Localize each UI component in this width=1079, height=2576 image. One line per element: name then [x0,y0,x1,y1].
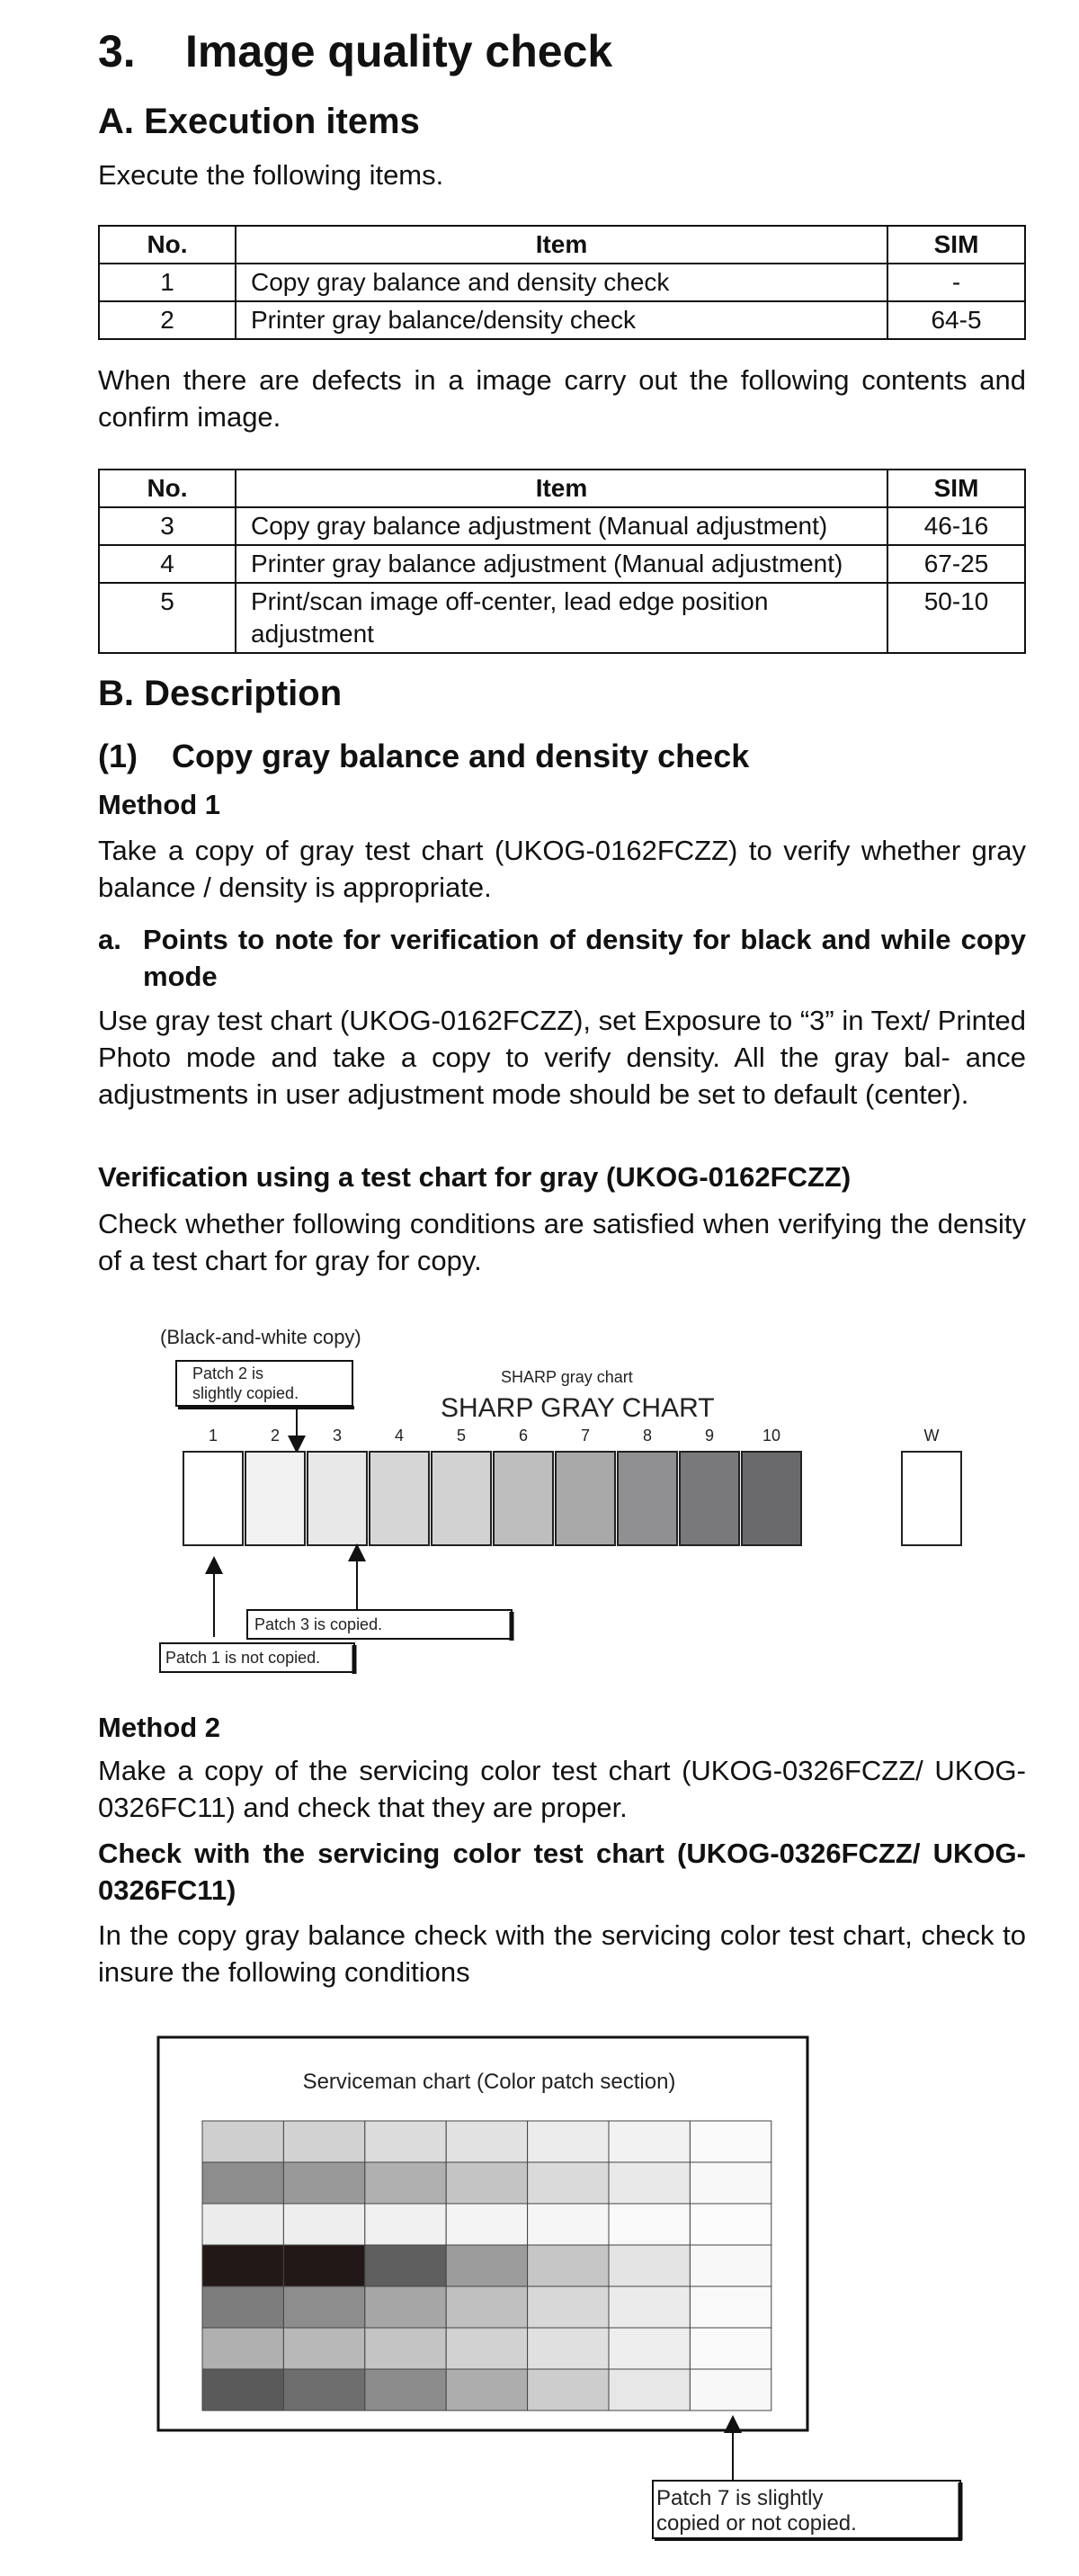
gray-patch-3 [308,1452,367,1545]
color-patch-r2-c5 [528,2162,609,2204]
color-patch-r2-c4 [446,2162,527,2204]
gray-patch-10 [742,1452,801,1545]
method1-text: Take a copy of gray test chart (UKOG-0162FCZZ) to verify whether gray balance / density is appropriate. [98,835,1026,903]
execution-intro: Execute the following items. [98,159,444,191]
gray-chart-big-title: SHARP GRAY CHART [441,1393,715,1423]
method1-title: Method 1 [98,789,221,820]
color-patch-r5-c1 [202,2286,283,2328]
color-patch-r1-c5 [528,2121,609,2162]
color-patch-r4-c4 [446,2245,527,2286]
check-title: Check with the servicing color test chart (UKOG-0326FCZZ/ UKOG-0326FC11) [98,1838,1026,1906]
verification-title: Verification using a test chart for gray (UKOG-0162FCZZ) [98,1161,852,1193]
color-patch-r1-c3 [365,2121,446,2162]
color-patch-r4-c5 [528,2245,609,2286]
cell-sim: - [887,264,1025,301]
color-patch-r6-c1 [202,2328,283,2369]
color-patch-r4-c2 [283,2245,364,2286]
color-patch-r4-c1 [202,2245,283,2286]
color-patch-r5-c6 [609,2286,690,2328]
section-number: 3. [98,26,136,76]
cell-no: 3 [99,507,236,545]
cell-item: Printer gray balance adjustment (Manual adjustment) [236,545,887,583]
header-sim: SIM [887,470,1025,507]
callout-patch3-text: Patch 3 is copied. [254,1615,383,1633]
gray-patch-5 [432,1452,491,1545]
subsection-b-heading: B. Description [98,674,343,713]
gray-patch-label-3: 3 [332,1427,343,1445]
gray-patch-1 [183,1452,243,1545]
cell-sim: 50-10 [887,583,1025,653]
method2-title: Method 2 [98,1712,221,1743]
subsection-1-title: Copy gray balance and density check [172,738,750,774]
defects-text: When there are defects in a image carry out the following contents and confirm image. [98,364,1026,433]
cell-no: 1 [99,264,236,301]
callout-patch7-line2: copied or not copied. [656,2511,857,2536]
color-patch-r4-c3 [365,2245,446,2286]
verification-text: Check whether following conditions are satisfied when verifying the density of a test chart for gray for copy. [98,1208,1026,1276]
method2-text: Make a copy of the servicing color test chart (UKOG-0326FCZZ/ UKOG-0326FC11) and check that they are proper. [98,1755,1026,1823]
serviceman-chart-figure [0,2015,1079,2554]
section-title: Image quality check [185,26,613,76]
cell-item: Copy gray balance adjustment (Manual adjustment) [236,507,887,545]
gray-patch-w [902,1452,961,1545]
point-a-number: a. [98,924,121,955]
color-patch-r7-c3 [365,2369,446,2411]
point-a-text: Use gray test chart (UKOG-0162FCZZ), set Exposure to “3” in Text/ Printed Photo mode and take a copy to verify density. All the gray bal- ance adjustments in user adjustment mode should be set to default (center). [98,1005,1026,1110]
cell-sim: 46-16 [887,507,1025,545]
cell-item: Copy gray balance and density check [236,264,887,301]
color-patch-r3-c2 [283,2204,364,2245]
gray-chart-small-title: SHARP gray chart [501,1368,633,1386]
color-patch-r3-c3 [365,2204,446,2245]
color-patch-r6-c5 [528,2328,609,2369]
gray-patch-label-5: 5 [456,1427,467,1445]
gray-chart-caption: (Black-and-white copy) [160,1326,361,1348]
header-item: Item [236,226,887,264]
callout-patch1-text: Patch 1 is not copied. [165,1649,321,1667]
color-patch-r5-c3 [365,2286,446,2328]
color-patch-r7-c7 [690,2369,771,2411]
gray-patch-labels [209,1427,940,1445]
color-patch-r2-c6 [609,2162,690,2204]
color-patch-r1-c2 [283,2121,364,2162]
color-patch-r4-c6 [609,2245,690,2286]
subsection-1-number: (1) [98,738,138,774]
cell-item: Printer gray balance/density check [236,301,887,339]
color-patch-r3-c4 [446,2204,527,2245]
color-patch-r7-c4 [446,2369,527,2411]
gray-patch-7 [556,1452,615,1545]
color-patch-r2-c2 [283,2162,364,2204]
gray-patch-label-4: 4 [394,1427,405,1445]
color-patch-r1-c1 [202,2121,283,2162]
color-patch-r7-c6 [609,2369,690,2411]
cell-sim: 67-25 [887,545,1025,583]
gray-patch-2 [245,1452,305,1545]
color-patch-r2-c1 [202,2162,283,2204]
color-patch-r6-c3 [365,2328,446,2369]
cell-no: 2 [99,301,236,339]
color-patch-r2-c7 [690,2162,771,2204]
check-text: In the copy gray balance check with the servicing color test chart, check to insure the following conditions [98,1919,1026,1988]
color-patch-r6-c4 [446,2328,527,2369]
color-patch-r6-c7 [690,2328,771,2369]
gray-patch-label-8: 8 [642,1427,653,1445]
gray-patch-label-2: 2 [270,1427,281,1445]
color-patch-r5-c5 [528,2286,609,2328]
cell-no: 4 [99,545,236,583]
color-patch-r1-c7 [690,2121,771,2162]
color-patch-r2-c3 [365,2162,446,2204]
color-patch-r3-c5 [528,2204,609,2245]
gray-patch-label-6: 6 [518,1427,529,1445]
color-patch-r3-c1 [202,2204,283,2245]
color-patch-r1-c4 [446,2121,527,2162]
header-item: Item [236,470,887,507]
serviceman-chart-title: Serviceman chart (Color patch section) [302,2070,676,2094]
callout-patch2-line1: Patch 2 is [192,1364,264,1382]
gray-patch-label-7: 7 [580,1427,591,1445]
gray-patch-8 [618,1452,677,1545]
cell-sim: 64-5 [887,301,1025,339]
color-patch-r1-c6 [609,2121,690,2162]
gray-patch-9 [680,1452,739,1545]
color-patch-r4-c7 [690,2245,771,2286]
color-patch-r5-c7 [690,2286,771,2328]
color-patch-r7-c1 [202,2369,283,2411]
gray-patch-label-w: W [923,1427,940,1445]
gray-patch-label-10: 10 [762,1427,781,1445]
color-patch-r7-c5 [528,2369,609,2411]
color-patch-r7-c2 [283,2369,364,2411]
color-patch-r6-c2 [283,2328,364,2369]
point-a-title: Points to note for verification of density for black and while copy mode [143,924,1026,992]
gray-patch-4 [370,1452,429,1545]
color-patch-r5-c4 [446,2286,527,2328]
color-patch-r3-c7 [690,2204,771,2245]
header-sim: SIM [887,226,1025,264]
gray-patches [183,1452,961,1545]
color-patch-r3-c6 [609,2204,690,2245]
cell-no: 5 [99,583,236,653]
gray-patch-label-9: 9 [704,1427,715,1445]
callout-patch2-line2: slightly copied. [192,1384,299,1402]
gray-patch-6 [494,1452,553,1545]
gray-patch-label-1: 1 [208,1427,218,1445]
color-patch-r5-c2 [283,2286,364,2328]
header-no: No. [99,470,236,507]
color-patch-grid [202,2121,771,2411]
color-patch-r6-c6 [609,2328,690,2369]
header-no: No. [99,226,236,264]
callout-patch7-line1: Patch 7 is slightly [656,2486,824,2510]
cell-item: Print/scan image off-center, lead edge position adjustment [236,583,887,653]
subsection-a-heading: A. Execution items [98,102,420,141]
